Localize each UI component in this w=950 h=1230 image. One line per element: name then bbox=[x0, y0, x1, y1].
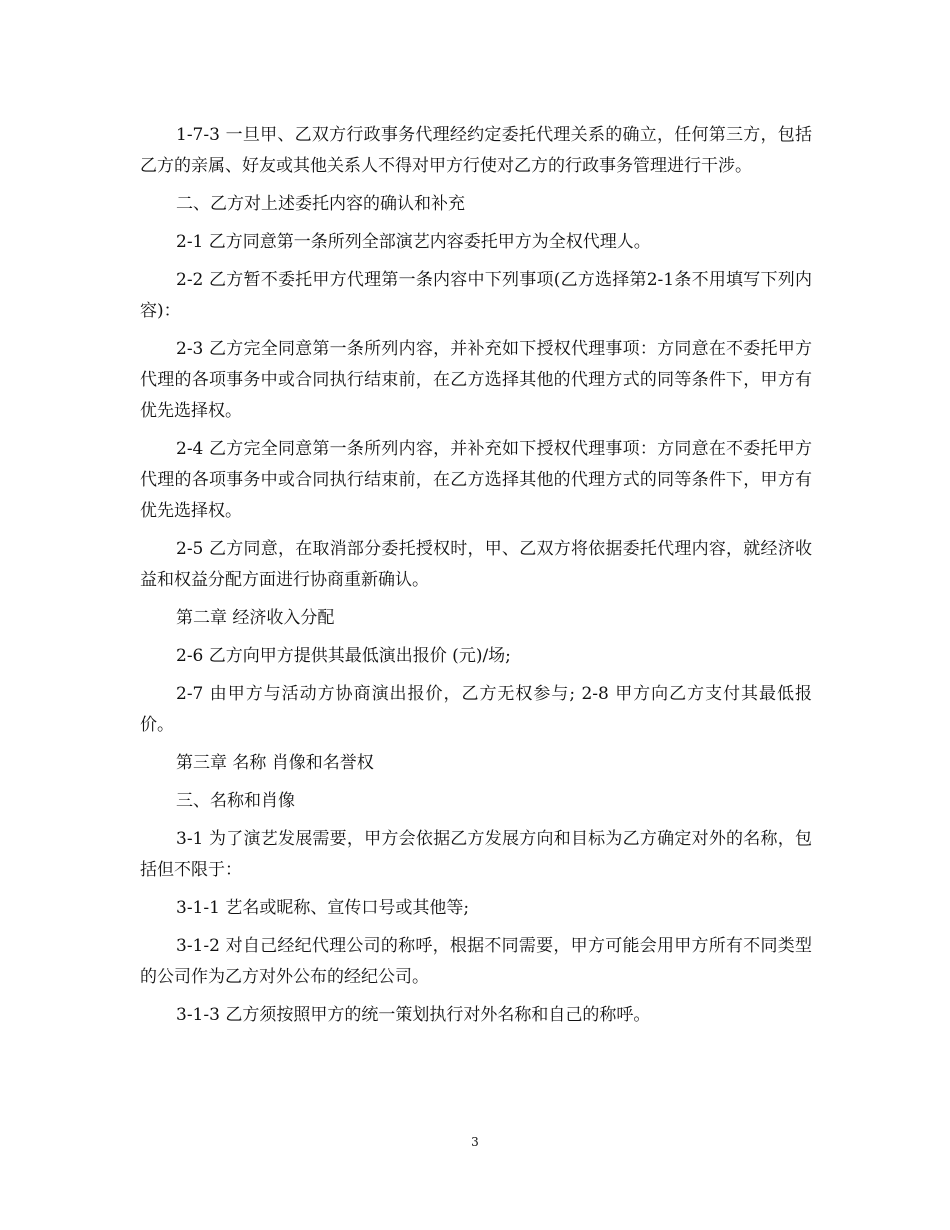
paragraph-3-1-1: 3-1-1 艺名或昵称、宣传口号或其他等; bbox=[176, 898, 470, 918]
paragraph-2-5: 2-5 乙方同意，在取消部分委托授权时，甲、乙双方将依据委托代理内容，就经济收益和权益分配方面进行协商重新确认。 bbox=[140, 539, 812, 590]
chapter-heading-2: 第二章 经济收入分配 bbox=[176, 608, 335, 628]
section-heading-confirmation: 二、乙方对上述委托内容的确认和补充 bbox=[176, 194, 465, 214]
paragraph-2-1: 2-1 乙方同意第一条所列全部演艺内容委托甲方为全权代理人。 bbox=[176, 232, 651, 252]
paragraph-1-7-3: 1-7-3 一旦甲、乙双方行政事务代理经约定委托代理关系的确立，任何第三方，包括乙方的亲属、好友或其他关系人不得对甲方行使对乙方的行政事务管理进行干涉。 bbox=[140, 125, 812, 176]
paragraph-3-1: 3-1 为了演艺发展需要，甲方会依据乙方发展方向和目标为乙方确定对外的名称，包括但不限于： bbox=[140, 829, 812, 880]
paragraph-2-2: 2-2 乙方暂不委托甲方代理第一条内容中下列事项(乙方选择第2-1条不用填写下列内容)： bbox=[140, 270, 812, 321]
paragraph-2-3: 2-3 乙方完全同意第一条所列内容，并补充如下授权代理事项：方同意在不委托甲方代理的各项事务中或合同执行结束前，在乙方选择其他的代理方式的同等条件下，甲方有优先选择权。 bbox=[140, 339, 812, 421]
document-body bbox=[140, 120, 812, 1038]
chapter-heading-3: 第三章 名称 肖像和名誉权 bbox=[176, 753, 374, 773]
section-heading-name-portrait: 三、名称和肖像 bbox=[176, 791, 295, 811]
paragraph-3-1-3: 3-1-3 乙方须按照甲方的统一策划执行对外名称和自己的称呼。 bbox=[176, 1005, 651, 1025]
paragraph-2-4: 2-4 乙方完全同意第一条所列内容，并补充如下授权代理事项：方同意在不委托甲方代理的各项事务中或合同执行结束前，在乙方选择其他的代理方式的同等条件下，甲方有优先选择权。 bbox=[140, 439, 812, 521]
paragraph-3-1-2: 3-1-2 对自己经纪代理公司的称呼，根据不同需要，甲方可能会用甲方所有不同类型的公司作为乙方对外公布的经纪公司。 bbox=[140, 936, 812, 987]
paragraph-2-7: 2-7 由甲方与活动方协商演出报价，乙方无权参与; 2-8 甲方向乙方支付其最低报价。 bbox=[140, 684, 812, 735]
page-number: 3 bbox=[471, 1135, 479, 1149]
paragraph-2-6: 2-6 乙方向甲方提供其最低演出报价 (元)/场; bbox=[176, 646, 511, 666]
